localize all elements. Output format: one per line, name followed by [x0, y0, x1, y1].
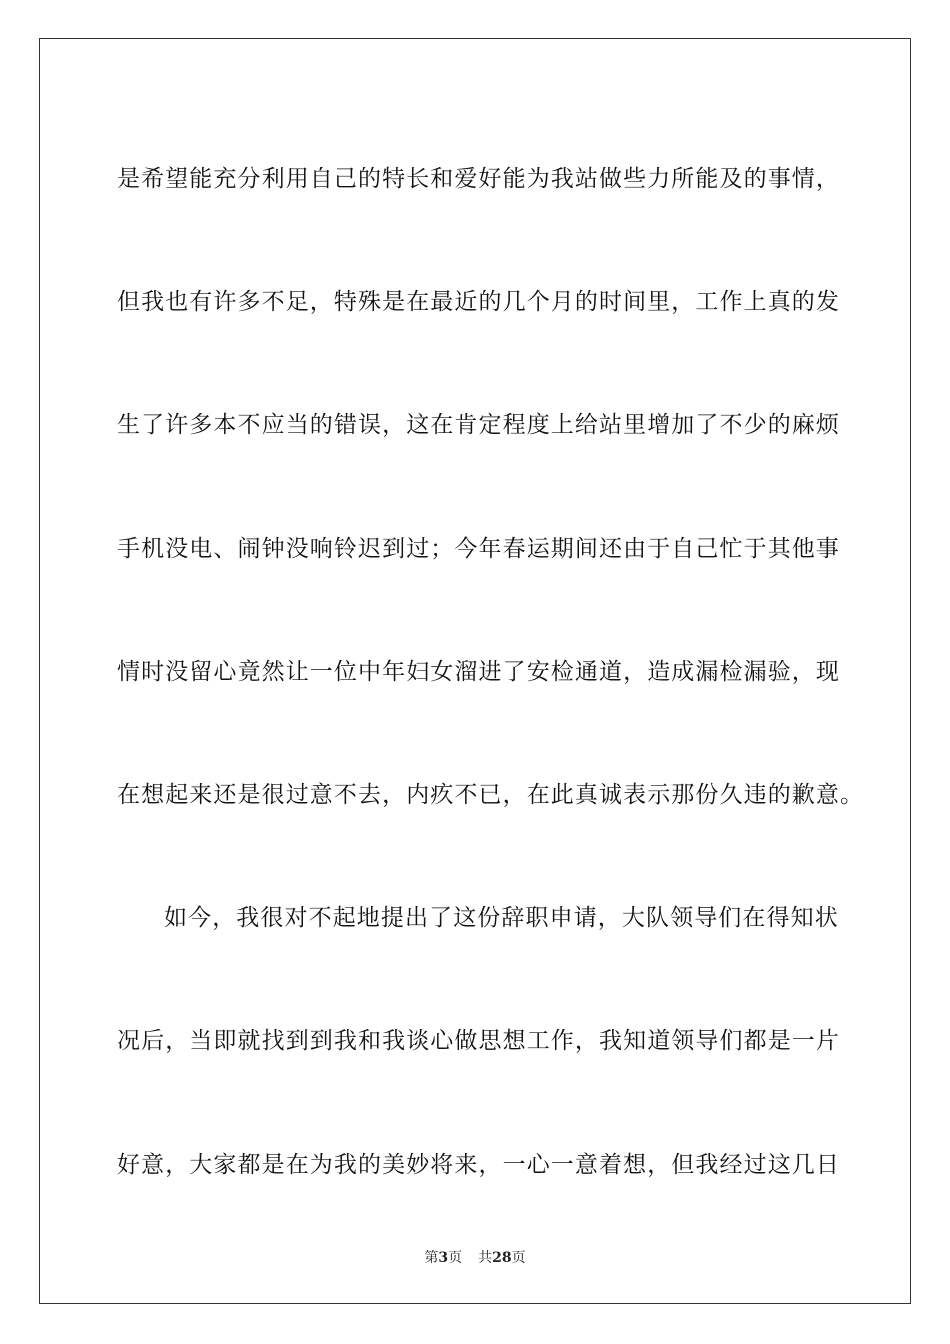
page-footer [0, 1247, 950, 1267]
text-line: 情时没留心竟然让一位中年妇女溜进了安检通道，造成漏检漏验，现 [117, 658, 840, 685]
text-line: 但我也有许多不足，特殊是在最近的几个月的时间里，工作上真的发 [117, 289, 840, 316]
text-line: 况后，当即就找到到我和我谈心做思想工作，我知道领导们都是一片 [117, 1028, 840, 1055]
page-suffix: 页 [448, 1250, 463, 1266]
total-pages: 28 [492, 1250, 512, 1266]
page-number: 3 [438, 1250, 449, 1266]
paragraph-start-line: 如今，我很对不起地提出了这份辞职申请，大队领导们在得知状 [164, 905, 839, 932]
text-line: 手机没电、闹钟没响铃迟到过；今年春运期间还由于自己忙于其他事 [117, 535, 840, 562]
total-prefix: 共 [478, 1250, 493, 1266]
text-line: 在想起来还是很过意不去，内疚不已，在此真诚表示那份久违的歉意。 [117, 781, 865, 808]
page-prefix: 第 [424, 1250, 439, 1266]
text-line: 生了许多本不应当的错误，这在肯定程度上给站里增加了不少的麻烦 [117, 412, 840, 439]
total-suffix: 页 [511, 1250, 526, 1266]
document-body [117, 118, 865, 1227]
text-line: 好意，大家都是在为我的美妙将来，一心一意着想，但我经过这几日 [117, 1151, 840, 1178]
text-line: 是希望能充分利用自己的特长和爱好能为我站做些力所能及的事情， [117, 166, 840, 192]
